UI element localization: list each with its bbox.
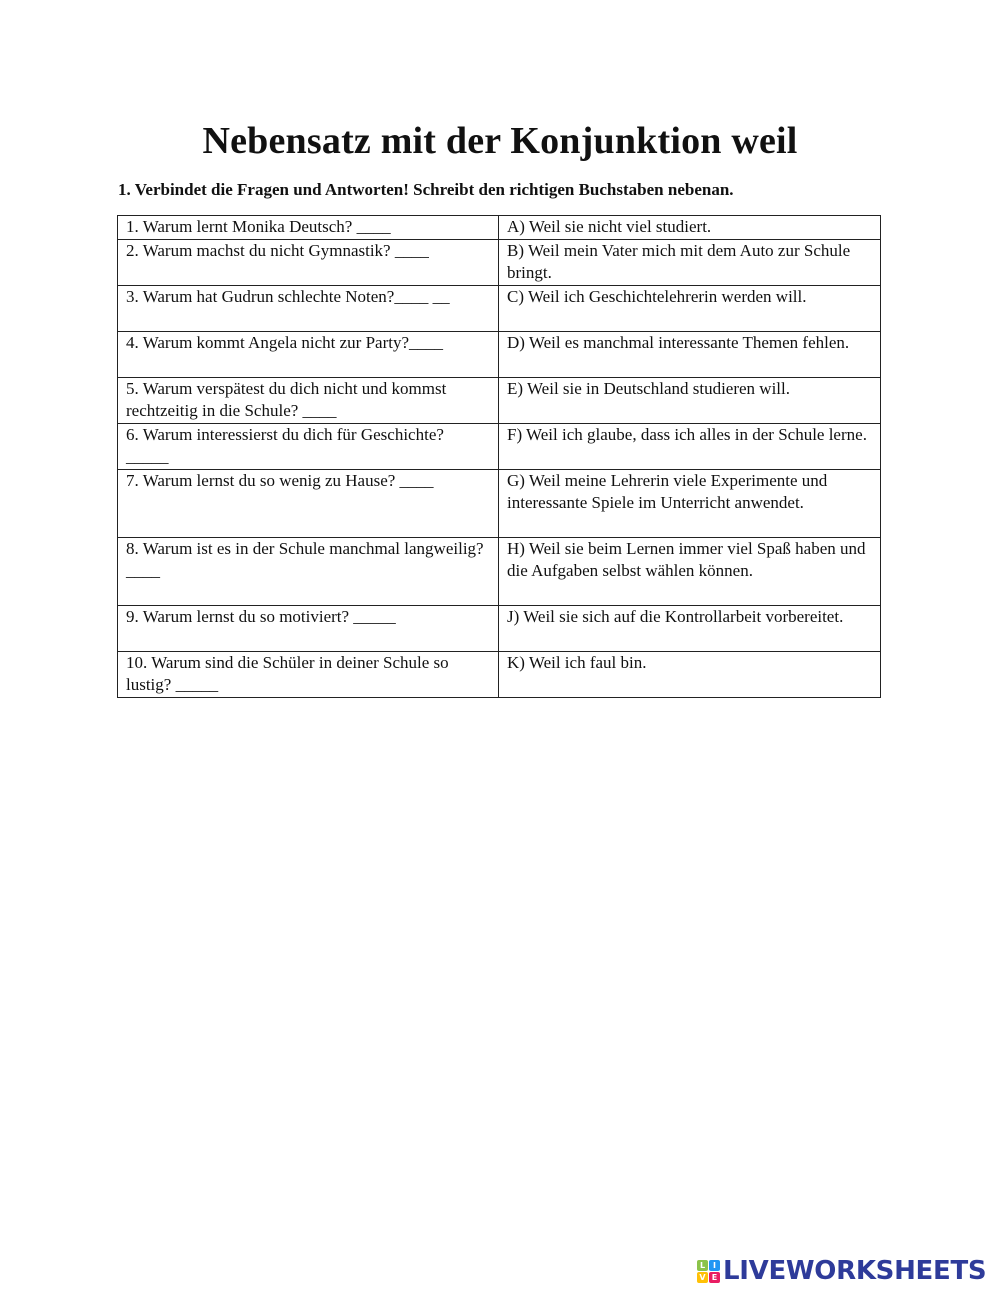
table-row	[118, 605, 881, 651]
question-cell: 4. Warum kommt Angela nicht zur Party?____	[118, 331, 499, 377]
logo-mark-tile: I	[709, 1260, 720, 1271]
table-row	[118, 377, 881, 423]
answer-cell: H) Weil sie beim Lernen immer viel Spaß haben und die Aufgaben selbst wählen können.	[499, 537, 881, 605]
question-cell: 1. Warum lernt Monika Deutsch? ____	[118, 216, 499, 240]
answer-cell: A) Weil sie nicht viel studiert.	[499, 216, 881, 240]
question-cell: 9. Warum lernst du so motiviert? _____	[118, 605, 499, 651]
answer-cell: J) Weil sie sich auf die Kontrollarbeit vorbereitet.	[499, 605, 881, 651]
matching-table	[117, 215, 881, 698]
question-cell: 5. Warum verspätest du dich nicht und kommst rechtzeitig in die Schule? ____	[118, 377, 499, 423]
table-row	[118, 537, 881, 605]
page-title: Nebensatz mit der Konjunktion weil	[202, 120, 798, 162]
answer-cell: F) Weil ich glaube, dass ich alles in der Schule lerne.	[499, 423, 881, 469]
logo-text: LIVEWORKSHEETS	[723, 1256, 987, 1286]
exercise-instruction: 1. Verbindet die Fragen und Antworten! Schreibt den richtigen Buchstaben nebenan.	[118, 180, 734, 199]
answer-cell: K) Weil ich faul bin.	[499, 651, 881, 697]
answer-cell: B) Weil mein Vater mich mit dem Auto zur Schule bringt.	[499, 239, 881, 285]
table-row	[118, 651, 881, 697]
table-row	[118, 239, 881, 285]
question-cell: 3. Warum hat Gudrun schlechte Noten?____ __	[118, 285, 499, 331]
question-cell: 2. Warum machst du nicht Gymnastik? ____	[118, 239, 499, 285]
logo-mark-tile: L	[697, 1260, 708, 1271]
question-cell: 8. Warum ist es in der Schule manchmal langweilig? ____	[118, 537, 499, 605]
logo-mark-icon	[697, 1260, 720, 1283]
answer-cell: E) Weil sie in Deutschland studieren will.	[499, 377, 881, 423]
answer-cell: D) Weil es manchmal interessante Themen fehlen.	[499, 331, 881, 377]
answer-cell: G) Weil meine Lehrerin viele Experimente und interessante Spiele im Unterricht anwendet.	[499, 469, 881, 537]
table-row	[118, 469, 881, 537]
question-cell: 7. Warum lernst du so wenig zu Hause? ____	[118, 469, 499, 537]
question-cell: 10. Warum sind die Schüler in deiner Schule so lustig? _____	[118, 651, 499, 697]
liveworksheets-logo[interactable]	[697, 1255, 986, 1287]
table-row	[118, 285, 881, 331]
logo-mark-tile: V	[697, 1272, 708, 1283]
table-row	[118, 423, 881, 469]
answer-cell: C) Weil ich Geschichtelehrerin werden will.	[499, 285, 881, 331]
logo-mark-tile: E	[709, 1272, 720, 1283]
question-cell: 6. Warum interessierst du dich für Geschichte? _____	[118, 423, 499, 469]
table-row	[118, 331, 881, 377]
table-row	[118, 216, 881, 240]
